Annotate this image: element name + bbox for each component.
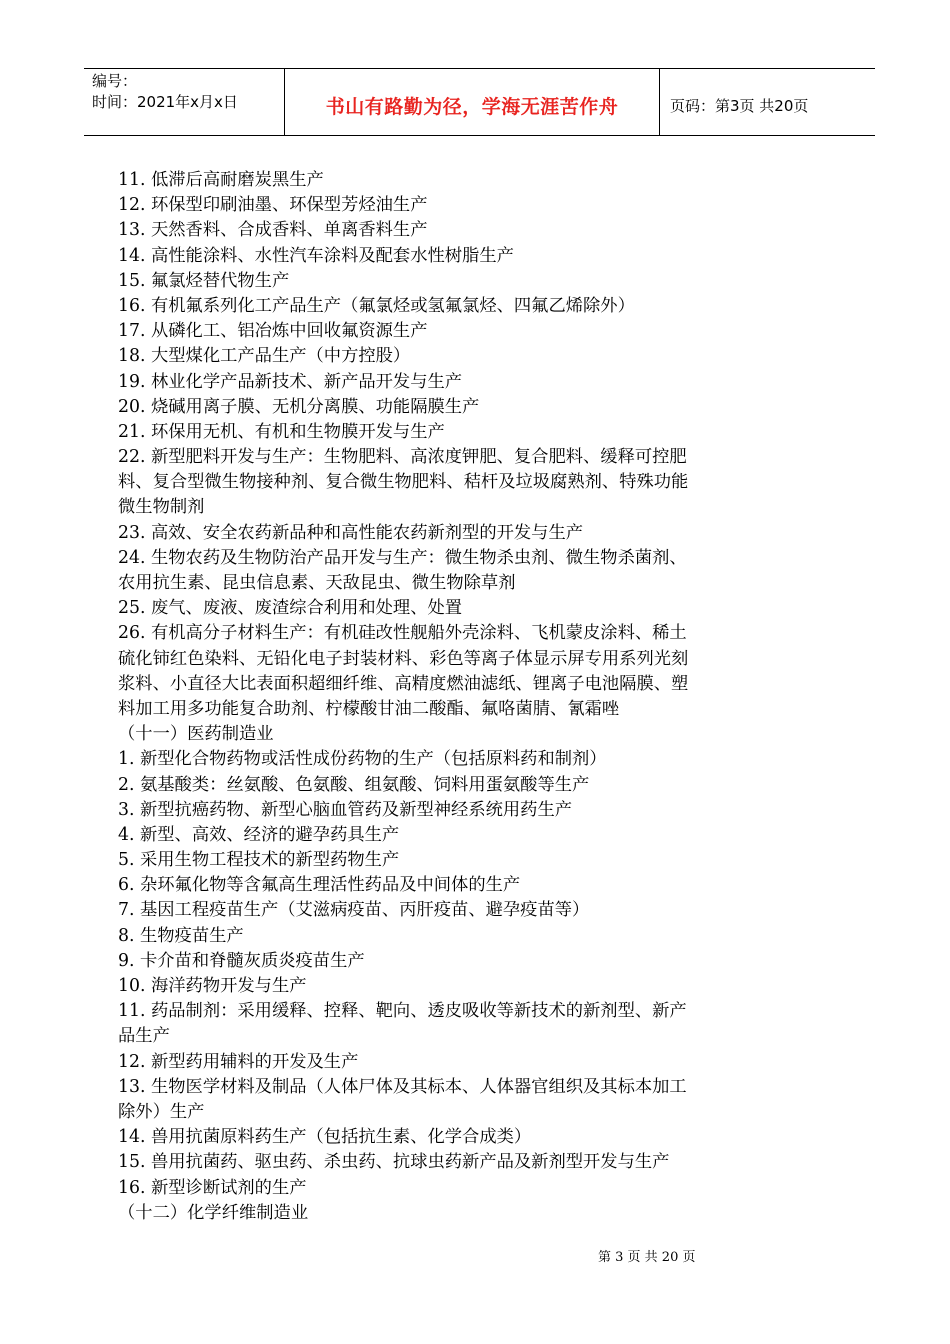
text-line: 7. 基因工程疫苗生产（艾滋病疫苗、丙肝疫苗、避孕疫苗等） [118, 900, 590, 921]
header-motto-cell [285, 69, 660, 135]
text-line: 15. 氟氯烃替代物生产 [118, 270, 290, 291]
text-line: 21. 环保用无机、有机和生物膜开发与生产 [118, 421, 445, 442]
text-line: 除外）生产 [118, 1101, 205, 1122]
text-line: 品生产 [118, 1026, 170, 1047]
text-line: 14. 高性能涂料、水性汽车涂料及配套水性树脂生产 [118, 245, 514, 266]
text-line: 浆料、小直径大比表面积超细纤维、高精度燃油滤纸、锂离子电池隔膜、塑 [118, 673, 689, 694]
text-line: 硫化铈红色染料、无铅化电子封装材料、彩色等离子体显示屏专用系列光刻 [118, 648, 689, 669]
page-number-label: 页码：第3页 共20页 [670, 96, 809, 115]
text-line: 3. 新型抗癌药物、新型心脑血管药及新型神经系统用药生产 [118, 799, 573, 820]
text-line: 25. 废气、废液、废渣综合利用和处理、处置 [118, 598, 463, 619]
page-header [84, 68, 875, 136]
text-line: （十一）医药制造业 [118, 724, 274, 745]
text-line: 8. 生物疫苗生产 [118, 925, 244, 946]
text-line: 10. 海洋药物开发与生产 [118, 976, 307, 996]
text-line: 22. 新型肥料开发与生产：生物肥料、高浓度钾肥、复合肥料、缓释可控肥 [118, 447, 687, 468]
text-line: 15. 兽用抗菌药、驱虫药、杀虫药、抗球虫药新产品及新剂型开发与生产 [118, 1152, 670, 1173]
text-line: 1. 新型化合物药物或活性成份药物的生产（包括原料药和制剂） [118, 749, 607, 770]
text-line: 9. 卡介苗和脊髓灰质炎疫苗生产 [118, 950, 365, 971]
text-line: 微生物制剂 [118, 497, 205, 518]
motto-text: 书山有路勤为径，学海无涯苦作舟 [325, 95, 619, 118]
text-line: （十二）化学纤维制造业 [118, 1202, 309, 1223]
text-line: 16. 有机氟系列化工产品生产（氟氯烃或氢氟氯烃、四氟乙烯除外） [118, 295, 635, 316]
text-line: 23. 高效、安全农药新品种和高性能农药新剂型的开发与生产 [118, 522, 584, 543]
text-line: 24. 生物农药及生物防治产品开发与生产：微生物杀虫剂、微生物杀菌剂、 [118, 547, 687, 568]
header-page-cell [660, 69, 875, 135]
text-line: 18. 大型煤化工产品生产（中方控股） [118, 346, 411, 367]
text-line: 11. 低滞后高耐磨炭黑生产 [118, 170, 324, 190]
text-line: 5. 采用生物工程技术的新型药物生产 [118, 850, 400, 871]
document-body [118, 168, 838, 1226]
header-meta [84, 69, 285, 135]
text-line: 料、复合型微生物接种剂、复合微生物肥料、秸杆及垃圾腐熟剂、特殊功能 [118, 472, 689, 493]
text-line: 12. 环保型印刷油墨、环保型芳烃油生产 [118, 195, 428, 216]
text-line: 14. 兽用抗菌原料药生产（包括抗生素、化学合成类） [118, 1127, 532, 1148]
text-line: 16. 新型诊断试剂的生产 [118, 1177, 307, 1198]
text-line: 19. 林业化学产品新技术、新产品开发与生产 [118, 371, 463, 392]
text-line: 2. 氨基酸类：丝氨酸、色氨酸、组氨酸、饲料用蛋氨酸等生产 [118, 774, 590, 795]
text-line: 料加工用多功能复合助剂、柠檬酸甘油二酸酯、氟咯菌腈、氰霜唑 [118, 698, 620, 719]
text-line: 4. 新型、高效、经济的避孕药具生产 [118, 824, 400, 845]
text-line: 17. 从磷化工、铝冶炼中回收氟资源生产 [118, 321, 428, 342]
page-footer: 第 3 页 共 20 页 [598, 1250, 696, 1265]
text-line: 13. 天然香料、合成香料、单离香料生产 [118, 220, 428, 241]
text-line: 农用抗生素、昆虫信息素、天敌昆虫、微生物除草剂 [118, 573, 516, 593]
text-line: 20. 烧碱用离子膜、无机分离膜、功能隔膜生产 [118, 396, 480, 417]
text-line: 12. 新型药用辅料的开发及生产 [118, 1051, 359, 1072]
text-line: 6. 杂环氟化物等含氟高生理活性药品及中间体的生产 [118, 875, 521, 896]
text-line: 13. 生物医学材料及制品（人体尸体及其标本、人体器官组织及其标本加工 [118, 1076, 687, 1097]
number-label: 编号： [92, 72, 138, 90]
text-line: 11. 药品制剂：采用缓释、控释、靶向、透皮吸收等新技术的新剂型、新产 [118, 1001, 687, 1022]
time-label: 时间：2021年x月x日 [92, 93, 238, 111]
text-line: 26. 有机高分子材料生产：有机硅改性舰船外壳涂料、飞机蒙皮涂料、稀土 [118, 623, 687, 644]
